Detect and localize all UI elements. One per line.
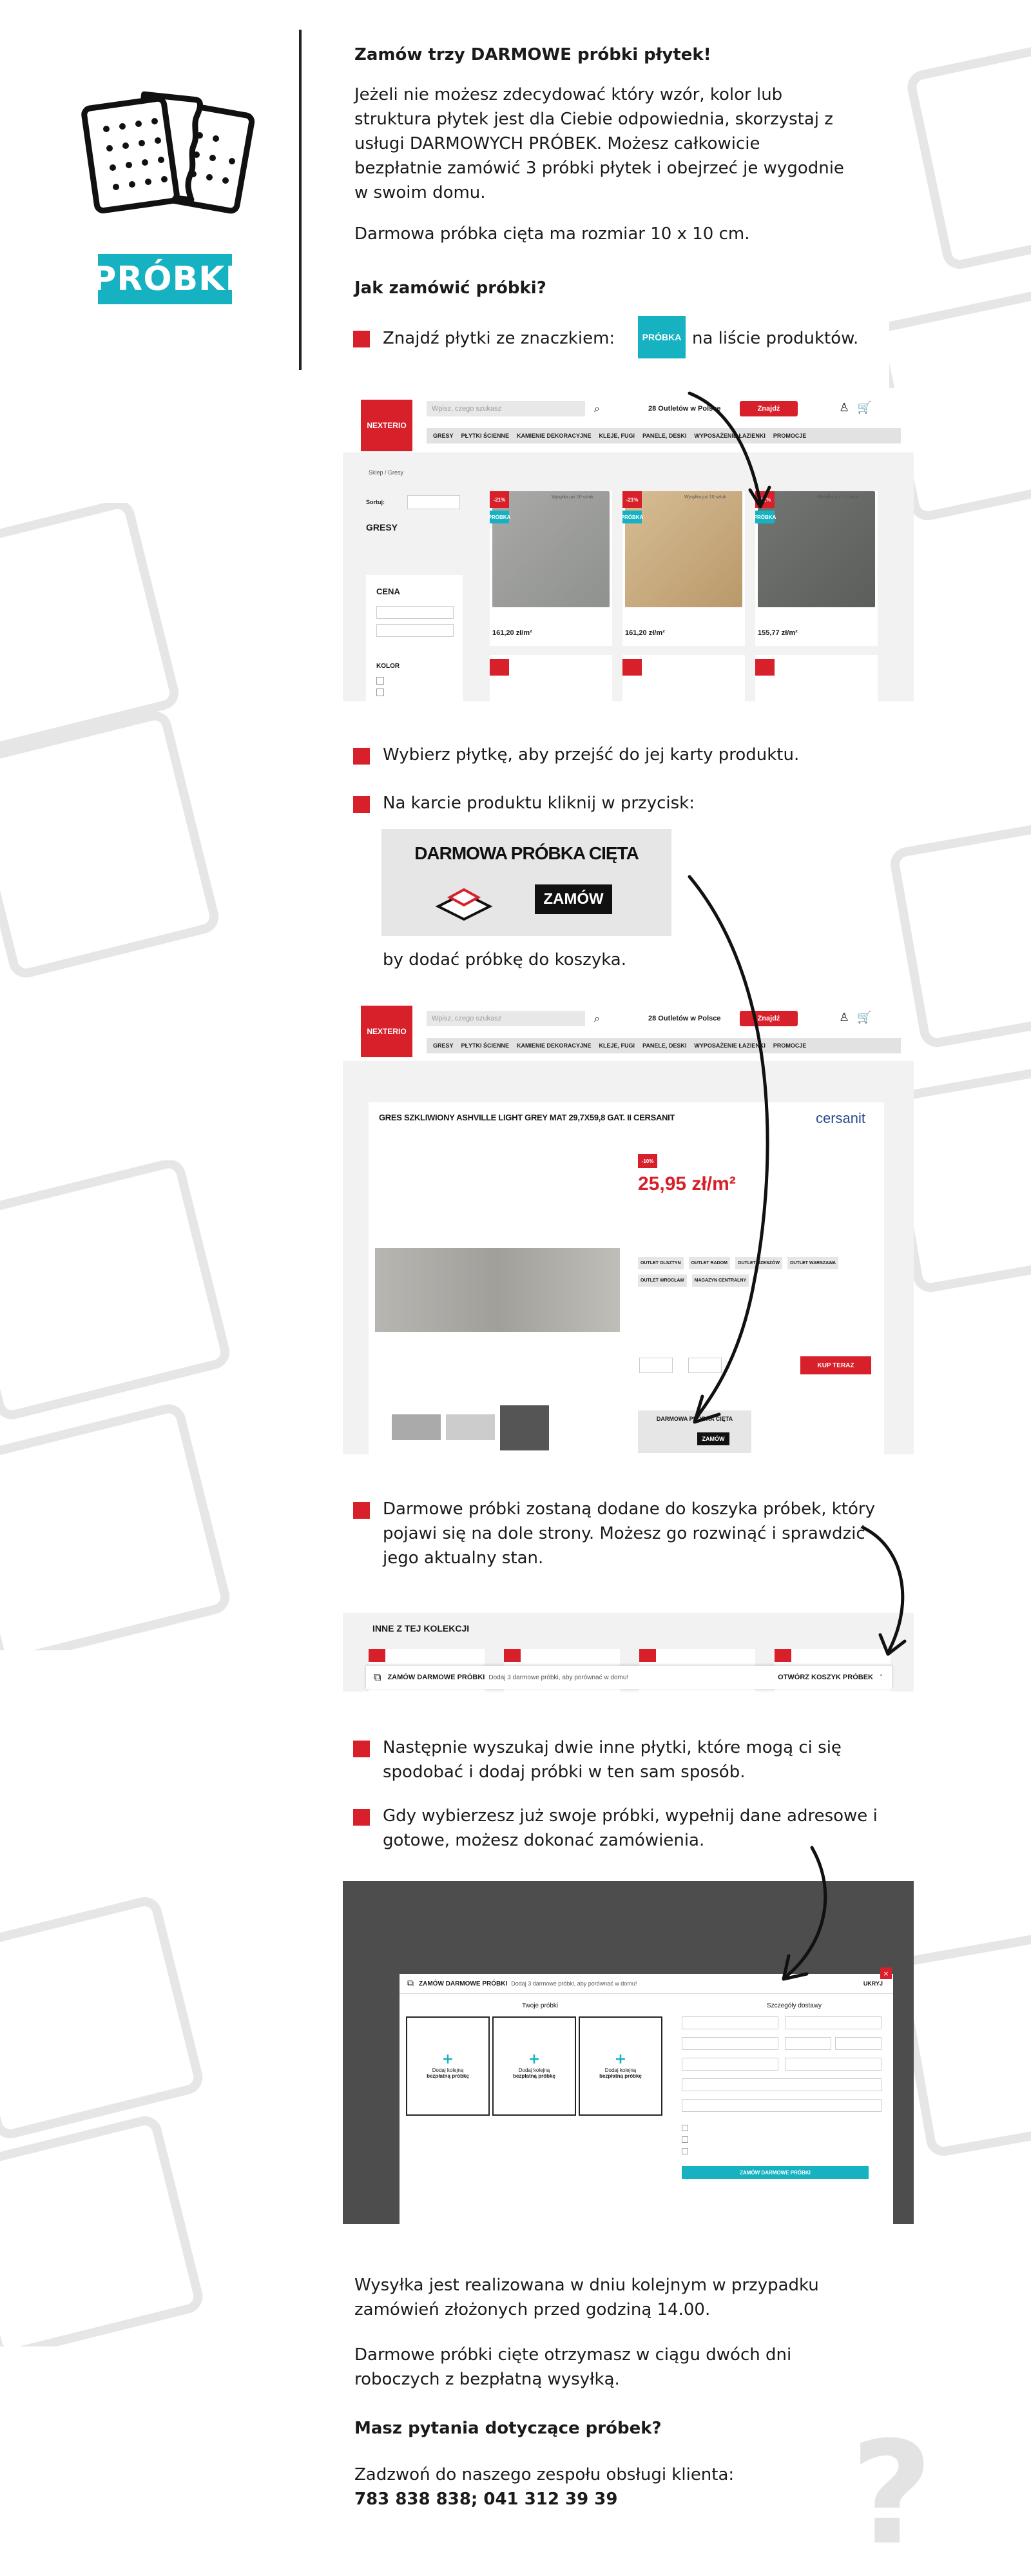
bullet-square-icon — [353, 1502, 370, 1519]
sample-badge: PRÓBKA — [755, 511, 775, 523]
arrow-icon — [760, 1841, 838, 1989]
outlet-item[interactable]: OUTLET OLSZTYN — [638, 1257, 684, 1269]
slot-label: Dodaj kolejną — [432, 2067, 464, 2073]
how-to-title: Jak zamówić próbki? — [354, 278, 546, 298]
price-to-input[interactable] — [376, 624, 454, 637]
form-input[interactable] — [785, 2016, 882, 2029]
modal-title: ZAMÓW DARMOWE PRÓBKI — [419, 1980, 508, 1987]
step1-text-before: Znajdź płytki ze znaczkiem: — [383, 329, 615, 348]
sample-slot[interactable] — [579, 2016, 662, 2116]
outlet-item[interactable]: MAGAZYN CENTRALNY — [692, 1274, 749, 1287]
decorative-tiles-icon — [0, 1160, 271, 1650]
product-title: GRES SZKLIWIONY ASHVILLE LIGHT GREY MAT 29,7X59,8 GAT. II CERSANIT — [379, 1113, 675, 1122]
find-label: Znajdź — [757, 1015, 780, 1022]
step5-text: Następnie wyszukaj dwie inne płytki, które mogą ci się spodobać i dodaj próbki w ten sam sposób. — [383, 1738, 842, 1782]
color-checkbox[interactable] — [376, 688, 384, 696]
step2-text: Wybierz płytkę, aby przejść do jej karty produktu. — [383, 745, 800, 765]
product-page-screenshot — [343, 997, 914, 1454]
chevron-up-icon[interactable]: ˄ — [880, 1673, 883, 1681]
logo-text: NEXTERIO — [367, 421, 407, 430]
question-mark-icon: ? — [851, 2411, 933, 2576]
product-card[interactable] — [622, 655, 745, 701]
logo-text: NEXTERIO — [367, 1027, 407, 1036]
nav-item[interactable]: PROMOCJE — [773, 433, 807, 439]
discount-badge: -21% — [755, 491, 775, 508]
product-card[interactable] — [755, 655, 878, 701]
nav-item[interactable]: PANELE, DESKI — [642, 433, 687, 439]
sample-tag-label: PRÓBKA — [642, 332, 682, 342]
shipping-note: Wysyłka jest realizowana w dniu kolejnym w przypadku zamówień złożonych przed godziną 14.00. — [354, 2276, 819, 2319]
product-price: 155,77 zł/m² — [758, 629, 798, 637]
color-filter-title: KOLOR — [376, 663, 400, 670]
hide-cart-button[interactable]: UKRYJ — [863, 1980, 883, 1987]
tiles-samples-icon — [77, 84, 264, 232]
nav-item[interactable]: PANELE, DESKI — [642, 1042, 687, 1049]
sample-cart-bar[interactable] — [366, 1666, 892, 1689]
buy-now-button[interactable] — [800, 1356, 871, 1374]
form-input[interactable] — [785, 2058, 882, 2071]
product-card[interactable] — [490, 491, 612, 646]
nav-item[interactable]: KAMIENIE DEKORACYJNE — [517, 1042, 592, 1049]
nav-item[interactable]: PŁYTKI ŚCIENNE — [461, 1042, 510, 1049]
color-checkbox[interactable] — [376, 677, 384, 685]
order-sample-button[interactable] — [535, 884, 612, 914]
sample-tag — [638, 316, 686, 358]
open-sample-cart-button[interactable]: OTWÓRZ KOSZYK PRÓBEK — [778, 1673, 873, 1681]
promo-badge — [504, 1649, 521, 1662]
sample-badge: PRÓBKA — [490, 511, 509, 523]
find-label: Znajdź — [757, 405, 780, 413]
nav-item[interactable]: KLEJE, FUGI — [599, 1042, 635, 1049]
search-input[interactable] — [427, 1011, 585, 1026]
availability-note: Wysyłka już 10 sztuk — [684, 495, 726, 500]
divider — [299, 30, 302, 370]
preview-title: DARMOWA PRÓBKA CIĘTA — [414, 843, 639, 863]
breadcrumb: Sklep / Gresy — [369, 469, 404, 476]
modal-subtitle: Dodaj 3 darmowe próbki, aby porównać w domu! — [511, 1980, 637, 1987]
slot-label: Dodaj kolejną — [518, 2067, 550, 2073]
collection-title: INNE Z TEJ KOLEKCJI — [372, 1623, 470, 1634]
bullet-square-icon — [353, 796, 370, 813]
submit-label: ZAMÓW DARMOWE PRÓBKI — [740, 2169, 811, 2176]
sample-order-modal — [400, 1969, 893, 2224]
bullet-square-icon — [353, 1741, 370, 1757]
search-placeholder: Wpisz, czego szukasz — [432, 405, 502, 413]
slot-label: bezpłatną próbkę — [427, 2073, 469, 2079]
form-input[interactable] — [682, 2037, 778, 2050]
price-filter-title: CENA — [376, 587, 400, 596]
nav-item[interactable]: GRESY — [433, 1042, 454, 1049]
sample-slot[interactable] — [406, 2016, 490, 2116]
decorative-tiles-icon — [0, 1895, 232, 2347]
product-price: 25,95 zł/m² — [638, 1173, 736, 1195]
step3-text: Na karcie produktu kliknij w przycisk: — [383, 794, 695, 813]
brand-logo: cersanit — [816, 1110, 866, 1126]
arrow-icon — [851, 1521, 921, 1663]
sort-select[interactable] — [407, 495, 460, 509]
user-icon[interactable]: ♙ — [839, 1011, 850, 1024]
your-samples-title: Twoje próbki — [522, 2002, 559, 2009]
availability-note: Wysyłka już 10 sztuk — [817, 495, 859, 500]
search-icon[interactable]: ⌕ — [594, 402, 600, 415]
nav-item[interactable]: KLEJE, FUGI — [599, 433, 635, 439]
sample-cart-title: ZAMÓW DARMOWE PRÓBKI — [387, 1673, 485, 1681]
search-input[interactable] — [427, 401, 585, 416]
sample-cart-icon: ⧉ — [374, 1671, 381, 1683]
size-note: Darmowa próbka cięta ma rozmiar 10 x 10 cm. — [354, 224, 750, 244]
discount-badge: -21% — [622, 491, 642, 508]
sample-button-preview — [381, 829, 671, 936]
address-form — [682, 2016, 882, 2158]
promo-badge — [639, 1649, 656, 1662]
listing-screenshot — [343, 388, 914, 701]
step3-after-text: by dodać próbkę do koszyka. — [383, 950, 627, 970]
site-logo[interactable] — [361, 400, 412, 451]
outlet-item[interactable]: OUTLET RZESZÓW — [735, 1257, 782, 1269]
cart-icon[interactable]: 🛒 — [857, 401, 872, 415]
nav-item[interactable]: KAMIENIE DEKORACYJNE — [517, 433, 592, 439]
step6-text: Gdy wybierzesz już swoje próbki, wypełnij dane adresowe i gotowe, możesz dokonać zamówienia. — [383, 1806, 878, 1850]
nav-item[interactable]: PROMOCJE — [773, 1042, 807, 1049]
price-from-input[interactable] — [376, 606, 454, 619]
discount-badge: -10% — [638, 1154, 657, 1168]
consent-checkbox[interactable] — [682, 2148, 688, 2154]
outlet-item[interactable]: OUTLET RADOM — [689, 1257, 730, 1269]
main-nav — [427, 1038, 901, 1053]
promo-badge — [369, 1649, 385, 1662]
thumbnail[interactable] — [500, 1405, 549, 1450]
arrow-icon — [683, 387, 786, 516]
outlet-item[interactable]: OUTLET WARSZAWA — [787, 1257, 838, 1269]
product-price: 161,20 zł/m² — [625, 629, 665, 637]
sample-button-title: DARMOWA PRÓBKA CIĘTA — [656, 1416, 733, 1422]
product-panel — [369, 1102, 884, 1454]
slot-label: bezpłatną próbkę — [599, 2073, 642, 2079]
outlets-link[interactable]: 28 Outletów w Polsce — [648, 405, 721, 413]
slot-label: bezpłatną próbkę — [513, 2073, 555, 2079]
bullet-square-icon — [353, 748, 370, 765]
buy-label: KUP TERAZ — [817, 1361, 854, 1369]
close-icon[interactable]: × — [880, 1967, 892, 1979]
sort-label: Sortuj: — [366, 499, 385, 505]
consent-checkbox[interactable] — [682, 2125, 688, 2131]
add-icon: + — [441, 2051, 454, 2067]
discount-badge — [490, 659, 509, 676]
discount-badge — [755, 659, 775, 676]
add-icon: + — [614, 2051, 627, 2067]
form-input[interactable] — [835, 2037, 882, 2050]
consent-checkbox[interactable] — [682, 2136, 688, 2143]
sample-tiles-icon — [432, 879, 496, 924]
promo-badge — [775, 1649, 791, 1662]
shipping-title: Szczegóły dostawy — [767, 2002, 822, 2009]
sample-order-label: ZAMÓW — [697, 1432, 729, 1445]
sample-cart-icon: ⧉ — [407, 1978, 414, 1989]
quantity-input[interactable] — [639, 1358, 673, 1373]
form-input[interactable] — [682, 2058, 778, 2071]
intro-paragraph: Jeżeli nie możesz zdecydować który wzór, kolor lub struktura płytek jest dla Ciebie odpowiednia, skorzystaj z usługi DARMOWYCH PRÓBEK. Możesz całkowicie bezpłatnie zamówić 3 próbki płytek i obejrzeć je wygodnie w swoim domu. — [354, 85, 844, 202]
form-input[interactable] — [682, 2016, 778, 2029]
step1-text-after: na liście produktów. — [692, 329, 859, 348]
product-price: 161,20 zł/m² — [492, 629, 532, 637]
order-label: ZAMÓW — [543, 890, 604, 908]
samples-badge — [92, 254, 238, 304]
nav-item[interactable]: WYPOSAŻENIE ŁAZIENKI — [694, 1042, 766, 1049]
sample-cart-subtitle: Dodaj 3 darmowe próbki, aby porównać w domu! — [488, 1673, 629, 1681]
badge-label: PRÓBKI — [92, 260, 238, 298]
nav-item[interactable]: WYPOSAŻENIE ŁAZIENKI — [694, 433, 766, 439]
bullet-square-icon — [353, 1809, 370, 1826]
search-icon[interactable]: ⌕ — [594, 1012, 600, 1024]
add-icon: + — [528, 2051, 541, 2067]
phone-numbers[interactable]: 783 838 838; 041 312 39 39 — [354, 2490, 618, 2509]
form-input[interactable] — [682, 2099, 882, 2112]
thumbnail[interactable] — [392, 1414, 441, 1440]
outlets-link[interactable]: 28 Outletów w Polsce — [648, 1015, 721, 1022]
form-input[interactable] — [785, 2037, 831, 2050]
bullet-square-icon — [353, 331, 370, 347]
step4-text: Darmowe próbki zostaną dodane do koszyka próbek, który pojawi się na dole strony. Możesz go rozwinąć i sprawdzić jego aktualny stan. — [383, 1499, 875, 1568]
product-card[interactable] — [490, 655, 612, 701]
discount-badge — [622, 659, 642, 676]
search-placeholder: Wpisz, czego szukasz — [432, 1015, 502, 1022]
slot-label: Dodaj kolejną — [604, 2067, 637, 2073]
outlet-item[interactable]: OUTLET WROCŁAW — [638, 1274, 687, 1287]
site-logo[interactable] — [361, 1006, 412, 1057]
call-note: Zadzwoń do naszego zespołu obsługi klienta: — [354, 2465, 735, 2484]
nav-item[interactable]: GRESY — [433, 433, 454, 439]
sample-badge: PRÓBKA — [622, 511, 642, 523]
filters-panel — [366, 575, 463, 701]
questions-title: Masz pytania dotyczące próbek? — [354, 2419, 662, 2438]
delivery-note: Darmowe próbki cięte otrzymasz w ciągu dwóch dni roboczych z bezpłatną wysyłką. — [354, 2345, 792, 2389]
product-image[interactable] — [492, 491, 610, 607]
sample-bar-screenshot — [343, 1613, 914, 1692]
sample-slot[interactable] — [492, 2016, 576, 2116]
discount-badge: -21% — [490, 491, 509, 508]
arrow-icon — [677, 864, 805, 1444]
availability-note: Wysyłka już 10 sztuk — [552, 495, 593, 500]
nav-item[interactable]: PŁYTKI ŚCIENNE — [461, 433, 510, 439]
main-nav — [427, 428, 901, 444]
product-image[interactable] — [375, 1248, 620, 1332]
category-title: GRESY — [366, 522, 398, 532]
intro-title: Zamów trzy DARMOWE próbki płytek! — [354, 45, 711, 64]
cart-icon[interactable]: 🛒 — [857, 1011, 872, 1024]
form-input[interactable] — [682, 2078, 882, 2091]
thumbnail[interactable] — [446, 1414, 495, 1440]
decorative-tiles-icon — [0, 503, 219, 993]
user-icon[interactable]: ♙ — [839, 401, 850, 415]
submit-order-button[interactable] — [682, 2166, 869, 2179]
